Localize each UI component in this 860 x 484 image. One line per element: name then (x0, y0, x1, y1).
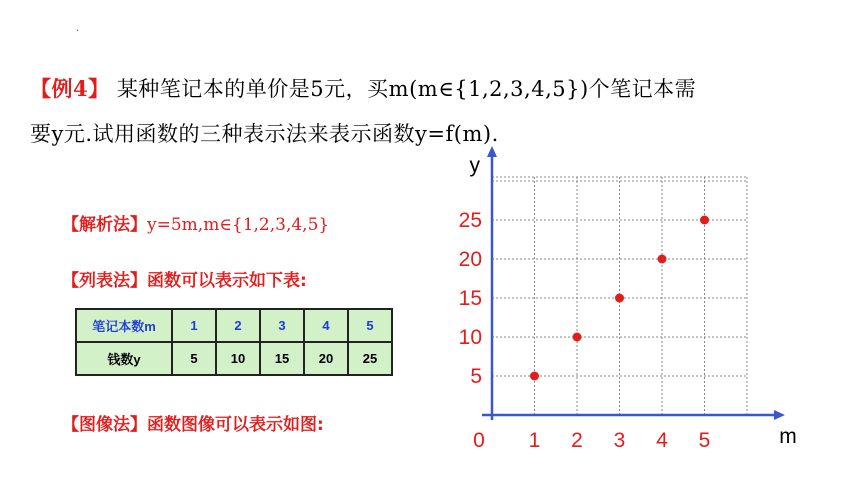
table-cell: 3 (260, 309, 304, 342)
tabular-method (62, 266, 307, 291)
analytic-method (62, 210, 329, 235)
analytic-formula: y=5m,m∈{1,2,3,4,5} (147, 215, 330, 235)
tabular-desc: 函数可以表示如下表: (147, 271, 307, 291)
graphic-desc: 函数图像可以表示如图: (147, 415, 324, 435)
y-tick-label: 25 (458, 209, 482, 232)
table-cell: 20 (304, 342, 348, 375)
problem-text-1: 某种笔记本的单价是5元，买m(m∈{1,2,3,4,5})个笔记本需 (116, 77, 697, 101)
data-point (573, 333, 582, 342)
x-axis-arrow (774, 410, 785, 420)
table-cell: 25 (348, 342, 392, 375)
x-tick-label: 3 (613, 429, 626, 452)
table-cell: 1 (172, 309, 216, 342)
y-tick-label: 20 (458, 248, 482, 271)
problem-text-2: 要y元.试用函数的三种表示法来表示函数y=f(m). (30, 122, 499, 146)
x-axis-label: m (779, 425, 797, 448)
table-cell: 5 (172, 342, 216, 375)
table-row-m (76, 309, 392, 342)
data-point (615, 294, 624, 303)
x-tick-label: 2 (571, 429, 583, 452)
table-cell: 5 (348, 309, 392, 342)
analytic-label: 【解析法】 (62, 215, 147, 235)
table-header-y: 钱数y (76, 342, 172, 375)
problem-line-1 (30, 66, 830, 112)
y-tick-label: 5 (470, 365, 482, 388)
data-point (658, 255, 667, 264)
graphic-method (62, 410, 324, 435)
x-tick-label: 4 (656, 429, 668, 452)
y-tick-label: 10 (458, 326, 482, 349)
scatter-chart (440, 140, 820, 460)
table-cell: 15 (260, 342, 304, 375)
example-tag: 【例4】 (30, 76, 110, 101)
graphic-label: 【图像法】 (62, 415, 147, 435)
y-axis-arrow (487, 146, 497, 157)
y-axis-label: y (469, 154, 480, 177)
x-tick-label: 1 (528, 429, 541, 452)
y-tick-label: 15 (458, 287, 482, 310)
data-point (700, 216, 709, 225)
values-table (75, 308, 393, 376)
decorative-dot: · (76, 26, 80, 37)
x-tick-label: 5 (698, 429, 711, 452)
tabular-label: 【列表法】 (62, 271, 147, 291)
table-cell: 10 (216, 342, 260, 375)
table-row-y (76, 342, 392, 375)
table-header-m: 笔记本数m (76, 309, 172, 342)
data-point (530, 372, 539, 381)
origin-label: 0 (473, 429, 485, 452)
table-cell: 4 (304, 309, 348, 342)
table-cell: 2 (216, 309, 260, 342)
